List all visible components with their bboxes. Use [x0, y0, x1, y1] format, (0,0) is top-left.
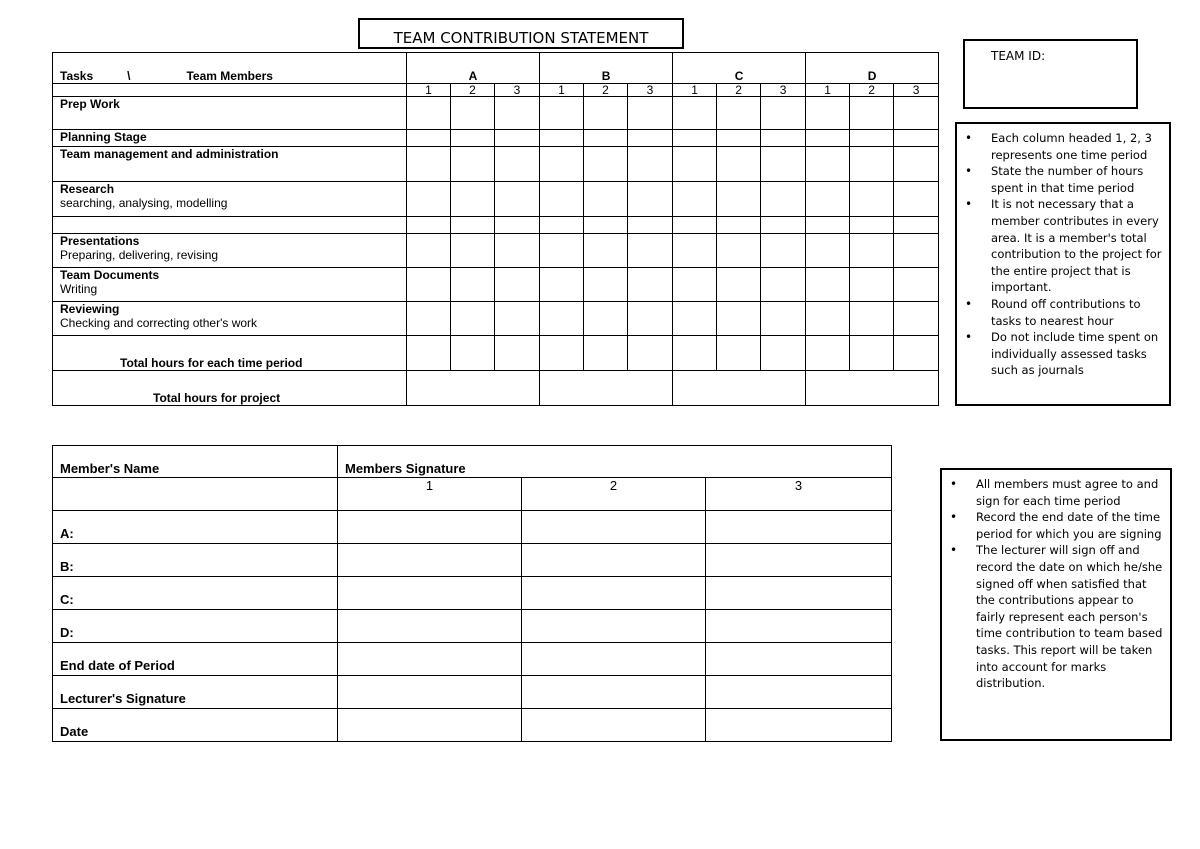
hours-cell[interactable] [806, 147, 850, 182]
period-total-cell[interactable] [850, 336, 894, 371]
page-title: TEAM CONTRIBUTION STATEMENT [358, 18, 684, 49]
hours-cell[interactable] [850, 97, 894, 130]
hours-cell[interactable] [451, 97, 495, 130]
hours-cell[interactable] [761, 217, 806, 234]
hours-cell[interactable] [407, 130, 451, 147]
period-total-cell[interactable] [407, 336, 451, 371]
period-total-cell[interactable] [540, 336, 584, 371]
task-row [53, 97, 939, 130]
period-b-3: 3 [628, 84, 673, 97]
period-total-cell[interactable] [761, 336, 806, 371]
total-period-row [53, 336, 939, 371]
member-group-a: A [407, 53, 540, 84]
task-row [53, 147, 939, 182]
hours-cell[interactable] [407, 97, 451, 130]
instruction-item: • Round off contributions to tasks to nearest hour [991, 296, 1163, 329]
hours-cell[interactable] [584, 217, 628, 234]
period-total-cell[interactable] [628, 336, 673, 371]
signature-cell[interactable] [706, 709, 892, 742]
signature-cell[interactable] [522, 676, 706, 709]
task-title: Prep Work [60, 97, 120, 111]
hours-cell[interactable] [451, 268, 495, 302]
hours-cell[interactable] [584, 130, 628, 147]
signature-row [53, 511, 892, 544]
period-b-2: 2 [584, 84, 628, 97]
hours-cell[interactable] [717, 302, 761, 336]
hours-cell[interactable] [495, 147, 540, 182]
signature-row-label: A: [53, 511, 338, 544]
signature-row-label: Date [53, 709, 338, 742]
instruction-item: • State the number of hours spent in that time period [991, 163, 1163, 196]
signature-header-row [53, 446, 892, 478]
hours-cell[interactable] [761, 268, 806, 302]
blank-cell [53, 84, 407, 97]
hours-cell[interactable] [717, 130, 761, 147]
team-id-label: TEAM ID: [991, 49, 1046, 63]
signature-cell[interactable] [522, 643, 706, 676]
hours-cell[interactable] [628, 234, 673, 268]
hours-cell[interactable] [717, 234, 761, 268]
hours-cell[interactable] [717, 217, 761, 234]
signature-cell[interactable] [706, 577, 892, 610]
hours-cell[interactable] [806, 217, 850, 234]
signature-row [53, 610, 892, 643]
task-label [53, 302, 407, 336]
instructions-box-signoff [940, 468, 1172, 741]
hours-cell[interactable] [894, 147, 939, 182]
hours-cell[interactable] [850, 234, 894, 268]
period-total-cell[interactable] [495, 336, 540, 371]
members-header: Team Members [186, 69, 273, 83]
hours-cell[interactable] [495, 97, 540, 130]
signature-cell[interactable] [706, 676, 892, 709]
hours-cell[interactable] [806, 130, 850, 147]
hours-cell[interactable] [540, 130, 584, 147]
signature-row [53, 577, 892, 610]
hours-cell[interactable] [495, 217, 540, 234]
hours-cell[interactable] [540, 147, 584, 182]
hours-cell[interactable] [584, 182, 628, 217]
signature-cell[interactable] [338, 544, 522, 577]
task-subtitle: Preparing, delivering, revising [60, 248, 219, 262]
signature-table [52, 445, 892, 742]
signature-cell[interactable] [522, 610, 706, 643]
hours-cell[interactable] [540, 302, 584, 336]
hours-cell[interactable] [628, 217, 673, 234]
hours-cell[interactable] [761, 234, 806, 268]
hours-cell[interactable] [894, 182, 939, 217]
task-row [53, 234, 939, 268]
signature-cell[interactable] [338, 577, 522, 610]
signature-row-label: Lecturer's Signature [53, 676, 338, 709]
hours-cell[interactable] [407, 234, 451, 268]
signature-row [53, 709, 892, 742]
signature-cell[interactable] [706, 544, 892, 577]
task-label [53, 268, 407, 302]
task-subtitle: searching, analysing, modelling [60, 196, 228, 210]
hours-cell[interactable] [495, 234, 540, 268]
member-group-c: C [673, 53, 806, 84]
period-total-cell[interactable] [894, 336, 939, 371]
hours-cell[interactable] [540, 97, 584, 130]
instruction-item: • All members must agree to and sign for each time period [976, 476, 1164, 509]
task-subtitle: Checking and correcting other's work [60, 316, 258, 330]
task-label [53, 130, 407, 147]
hours-cell[interactable] [894, 217, 939, 234]
member-signature-header: Members Signature [338, 446, 892, 478]
hours-cell[interactable] [540, 217, 584, 234]
hours-cell[interactable] [407, 182, 451, 217]
total-project-row [53, 371, 939, 406]
signature-row [53, 643, 892, 676]
hours-cell[interactable] [850, 217, 894, 234]
hours-cell[interactable] [673, 268, 717, 302]
period-total-cell[interactable] [584, 336, 628, 371]
project-total-d[interactable] [806, 371, 939, 406]
hours-cell[interactable] [673, 97, 717, 130]
hours-cell[interactable] [407, 302, 451, 336]
instruction-item: • Each column headed 1, 2, 3 represents one time period [991, 130, 1163, 163]
signature-period-3: 3 [706, 478, 892, 511]
hours-cell[interactable] [584, 302, 628, 336]
task-title: Team management and administration [60, 147, 279, 161]
hours-cell[interactable] [717, 147, 761, 182]
total-period-label: Total hours for each time period [53, 336, 407, 371]
project-total-b[interactable] [540, 371, 673, 406]
hours-cell[interactable] [850, 302, 894, 336]
hours-cell[interactable] [628, 302, 673, 336]
period-c-1: 1 [673, 84, 717, 97]
hours-cell[interactable] [761, 130, 806, 147]
period-a-1: 1 [407, 84, 451, 97]
signature-cell[interactable] [522, 544, 706, 577]
hours-cell[interactable] [894, 234, 939, 268]
hours-cell[interactable] [894, 130, 939, 147]
signature-cell[interactable] [338, 643, 522, 676]
task-label [53, 147, 407, 182]
signature-cell[interactable] [706, 610, 892, 643]
hours-cell[interactable] [717, 182, 761, 217]
hours-cell[interactable] [761, 302, 806, 336]
hours-cell[interactable] [584, 147, 628, 182]
hours-cell[interactable] [673, 182, 717, 217]
signature-cell[interactable] [522, 577, 706, 610]
instruction-item: • It is not necessary that a member contributes in every area. It is a member's total contribution to the project for the entire project that is important. [991, 196, 1163, 296]
team-id-box[interactable] [963, 39, 1138, 109]
hours-cell[interactable] [717, 97, 761, 130]
hours-cell[interactable] [806, 234, 850, 268]
hours-cell[interactable] [673, 217, 717, 234]
total-project-label: Total hours for project [53, 371, 407, 406]
contribution-table [52, 52, 939, 406]
hours-cell[interactable] [584, 97, 628, 130]
hours-cell[interactable] [540, 268, 584, 302]
hours-cell[interactable] [850, 268, 894, 302]
task-row [53, 302, 939, 336]
task-row [53, 130, 939, 147]
project-total-a[interactable] [407, 371, 540, 406]
tasks-members-header [53, 53, 407, 84]
hours-cell[interactable] [495, 130, 540, 147]
instruction-item: • Record the end date of the time period for which you are signing [976, 509, 1164, 542]
task-row [53, 268, 939, 302]
task-subtitle: Writing [60, 282, 98, 296]
hours-cell[interactable] [451, 182, 495, 217]
period-total-cell[interactable] [717, 336, 761, 371]
member-group-b: B [540, 53, 673, 84]
signature-cell[interactable] [706, 511, 892, 544]
project-total-c[interactable] [673, 371, 806, 406]
signature-period-row [53, 478, 892, 511]
signature-row [53, 676, 892, 709]
hours-cell[interactable] [673, 302, 717, 336]
instruction-item: • Do not include time spent on individually assessed tasks such as journals [991, 329, 1163, 379]
hours-cell[interactable] [540, 182, 584, 217]
period-a-2: 2 [451, 84, 495, 97]
task-title: Research [60, 182, 115, 196]
task-row [53, 182, 939, 217]
hours-cell[interactable] [495, 182, 540, 217]
signature-period-1: 1 [338, 478, 522, 511]
task-title: Presentations [60, 234, 140, 248]
period-total-cell[interactable] [673, 336, 717, 371]
hours-cell[interactable] [850, 147, 894, 182]
hours-cell[interactable] [628, 182, 673, 217]
blank-cell [53, 478, 338, 511]
period-d-2: 2 [850, 84, 894, 97]
period-total-cell[interactable] [806, 336, 850, 371]
signature-cell[interactable] [338, 676, 522, 709]
period-d-1: 1 [806, 84, 850, 97]
hours-cell[interactable] [495, 302, 540, 336]
hours-cell[interactable] [673, 234, 717, 268]
period-a-3: 3 [495, 84, 540, 97]
hours-cell[interactable] [628, 130, 673, 147]
hours-cell[interactable] [628, 147, 673, 182]
hours-cell[interactable] [540, 234, 584, 268]
member-name-header: Member's Name [53, 446, 338, 478]
task-title: Reviewing [60, 302, 120, 316]
signature-period-2: 2 [522, 478, 706, 511]
instruction-item: • The lecturer will sign off and record the date on which he/she signed off when satisfied that the contributions appear to fairly represent each person's time contribution to team based tasks. This report will be taken into account for marks distribution. [976, 542, 1164, 691]
member-group-d: D [806, 53, 939, 84]
task-label [53, 182, 407, 217]
hours-cell[interactable] [806, 268, 850, 302]
hours-cell[interactable] [451, 234, 495, 268]
hours-cell[interactable] [628, 97, 673, 130]
period-c-2: 2 [717, 84, 761, 97]
signature-cell[interactable] [338, 610, 522, 643]
hours-cell[interactable] [451, 147, 495, 182]
hours-cell[interactable] [717, 268, 761, 302]
hours-cell[interactable] [894, 268, 939, 302]
header-row [53, 53, 939, 84]
hours-cell[interactable] [761, 182, 806, 217]
hours-cell[interactable] [451, 302, 495, 336]
hours-cell[interactable] [407, 217, 451, 234]
hours-cell[interactable] [628, 268, 673, 302]
period-c-3: 3 [761, 84, 806, 97]
hours-cell[interactable] [451, 130, 495, 147]
hours-cell[interactable] [584, 234, 628, 268]
signature-cell[interactable] [706, 643, 892, 676]
hours-cell[interactable] [407, 268, 451, 302]
hours-cell[interactable] [806, 302, 850, 336]
signature-cell[interactable] [522, 709, 706, 742]
period-row [53, 84, 939, 97]
hours-cell[interactable] [584, 268, 628, 302]
tasks-header: Tasks [60, 69, 94, 83]
signature-row-label: D: [53, 610, 338, 643]
period-total-cell[interactable] [451, 336, 495, 371]
hours-cell[interactable] [894, 97, 939, 130]
header-separator: \ [127, 69, 131, 83]
task-label [53, 97, 407, 130]
hours-cell[interactable] [673, 147, 717, 182]
hours-cell[interactable] [761, 97, 806, 130]
hours-cell[interactable] [451, 217, 495, 234]
hours-cell[interactable] [850, 130, 894, 147]
signature-cell[interactable] [338, 511, 522, 544]
hours-cell[interactable] [761, 147, 806, 182]
hours-cell[interactable] [806, 97, 850, 130]
task-label [53, 234, 407, 268]
period-d-3: 3 [894, 84, 939, 97]
hours-cell[interactable] [894, 302, 939, 336]
hours-cell[interactable] [495, 268, 540, 302]
instructions-box-hours [955, 122, 1171, 406]
task-row [53, 217, 939, 234]
signature-row-label: End date of Period [53, 643, 338, 676]
signature-cell[interactable] [338, 709, 522, 742]
signature-cell[interactable] [522, 511, 706, 544]
hours-cell[interactable] [673, 130, 717, 147]
task-title: Team Documents [60, 268, 160, 282]
task-title: Planning Stage [60, 130, 147, 144]
hours-cell[interactable] [407, 147, 451, 182]
signature-row [53, 544, 892, 577]
hours-cell[interactable] [850, 182, 894, 217]
task-label [53, 217, 407, 234]
period-b-1: 1 [540, 84, 584, 97]
signature-row-label: C: [53, 577, 338, 610]
hours-cell[interactable] [806, 182, 850, 217]
signature-row-label: B: [53, 544, 338, 577]
